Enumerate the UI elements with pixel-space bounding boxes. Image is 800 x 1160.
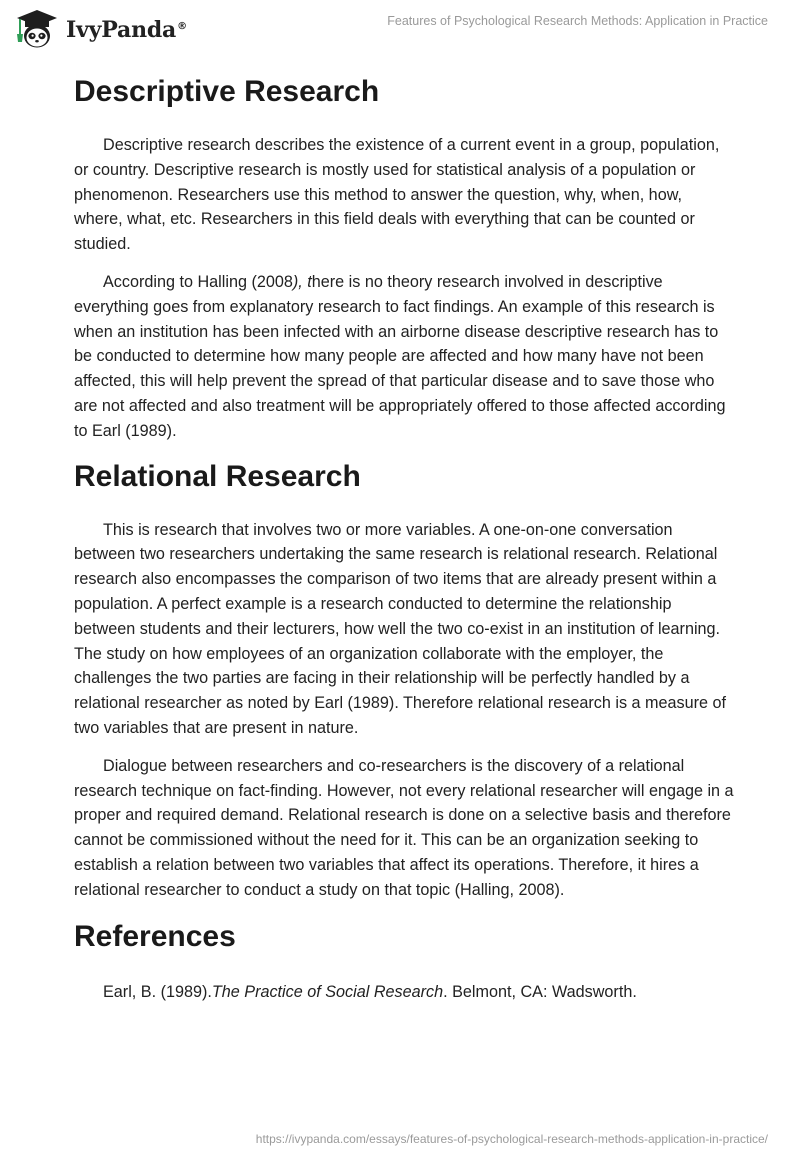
paragraph: According to Halling (2008), there is no theory research involved in descriptive everything goes from explanatory research to fact findings. An example of this research is when an institution has been infected with an airborne disease descriptive research has to be conducted to determine how many people are affected and how many have not been affected, this will help prevent the spread of that particular disease and to save those who are not affected and also treatment will be appropriately offered to those affected according to Earl (1989). <box>74 272 726 440</box>
panda-graduate-icon <box>14 8 60 50</box>
page-header-title: Features of Psychological Research Methods: Application in Practice <box>387 14 768 28</box>
article-content <box>74 68 734 1004</box>
section-heading-references: References <box>74 919 236 953</box>
logo-wordmark: IvyPanda® <box>66 17 187 43</box>
footer-url[interactable]: https://ivypanda.com/essays/features-of-psychological-research-methods-application-in-practice/ <box>255 1132 768 1146</box>
reference-entry: Earl, B. (1989).The Practice of Social Research. Belmont, CA: Wadsworth. <box>103 982 637 1001</box>
page-header <box>0 0 800 60</box>
ivypanda-logo[interactable] <box>14 8 187 50</box>
paragraph: Dialogue between researchers and co-researchers is the discovery of a relational research technique on fact-finding. However, not every relational researcher will engage in a proper and required demand. Relational research is done on a selective basis and therefore cannot be commissioned without the need for it. This can be an organization seeking to establish a relation between two variables that affect its operations. Therefore, it hires a relational researcher to conduct a study on that topic (Halling, 2008). <box>74 756 734 899</box>
section-heading-relational: Relational Research <box>74 459 361 493</box>
registered-mark: ® <box>177 20 187 32</box>
paragraph: This is research that involves two or more variables. A one-on-one conversation between two researchers undertaking the same research is relational research. Relational research also encompasses the comparison of two items that are already present within a population. A perfect example is a research conducted to determine the relationship between students and their lecturers, how well the two co-exist in an institution of learning. The study on how employees of an organization collaborate with the employer, the challenges the two parties are facing in their relationship will be perfectly handled by a relational researcher as noted by Earl (1989). Therefore relational research is a measure of two variables that are present in nature. <box>74 520 727 737</box>
paragraph: Descriptive research describes the existence of a current event in a group, population, or country. Descriptive research is mostly used for statistical analysis of a population or phenomenon. Researchers use this method to answer the question, why, when, how, where, what, etc. Researchers in this field deals with everything that can be counted or studied. <box>74 136 720 254</box>
section-heading-descriptive: Descriptive Research <box>74 75 380 108</box>
